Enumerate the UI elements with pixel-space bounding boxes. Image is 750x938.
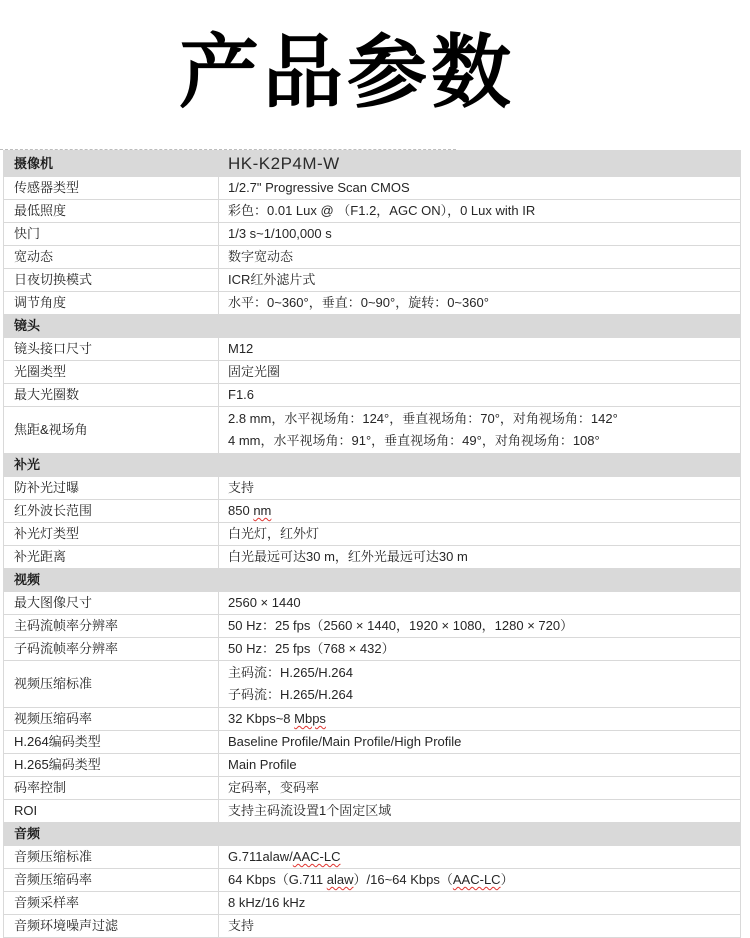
spec-value-line [228, 847, 732, 867]
value-text: 白光灯，红外灯 [228, 526, 320, 541]
spec-label: 子码流帧率分辨率 [4, 638, 219, 661]
spec-label: 音频环境噪声过滤 [4, 915, 219, 938]
spec-value [219, 892, 741, 915]
spec-label: 码率控制 [4, 777, 219, 800]
spec-value-line [228, 224, 732, 244]
spec-table [3, 150, 741, 938]
spec-label: 镜头接口尺寸 [4, 338, 219, 361]
spec-value-line [228, 385, 732, 405]
spec-value [219, 846, 741, 869]
table-row [4, 500, 741, 523]
spec-value-line [228, 639, 732, 659]
misspelled-text: Mbps [294, 711, 326, 726]
spec-label: 传感器类型 [4, 177, 219, 200]
table-row [4, 915, 741, 938]
section-header-row [4, 823, 741, 846]
spec-label: 主码流帧率分辨率 [4, 615, 219, 638]
table-row [4, 708, 741, 731]
value-text: 32 Kbps~8 [228, 711, 295, 726]
spec-value [219, 269, 741, 292]
spec-value-line [228, 755, 732, 775]
spec-value [219, 592, 741, 615]
value-text: 8 kHz/16 kHz [228, 895, 306, 910]
table-row [4, 731, 741, 754]
spec-value [219, 915, 741, 938]
spec-label: 音频压缩码率 [4, 869, 219, 892]
table-row [4, 523, 741, 546]
spec-value [219, 708, 741, 731]
value-text: ICR红外滤片式 [228, 272, 316, 287]
spec-value-line [228, 732, 732, 752]
table-row [4, 361, 741, 384]
value-text: 1/3 s~1/100,000 s [228, 226, 332, 241]
spec-label: 防补光过曝 [4, 477, 219, 500]
spec-label: 补光距离 [4, 546, 219, 569]
spec-value [219, 754, 741, 777]
value-text: M12 [228, 341, 254, 356]
spec-value-line [228, 662, 732, 684]
spec-value [219, 177, 741, 200]
spec-value [219, 407, 741, 454]
spec-value [219, 500, 741, 523]
spec-value [219, 546, 741, 569]
model-number: HK-K2P4M-W [219, 151, 741, 177]
value-text: 4 mm，水平视场角：91°，垂直视场角：49°，对角视场角：108° [228, 433, 600, 448]
spec-value [219, 338, 741, 361]
spec-label: H.265编码类型 [4, 754, 219, 777]
table-row [4, 615, 741, 638]
section-header-label: 补光 [4, 454, 741, 477]
value-text: Baseline Profile/Main Profile/High Profile [228, 734, 462, 749]
section-header-label: 视频 [4, 569, 741, 592]
section-header-row [4, 315, 741, 338]
table-row [4, 407, 741, 454]
value-text: 数字宽动态 [228, 249, 294, 264]
spec-label: H.264编码类型 [4, 731, 219, 754]
misspelled-text: AAC-LC [292, 849, 341, 864]
spec-value-line [228, 801, 732, 821]
spec-value [219, 200, 741, 223]
spec-label: 光圈类型 [4, 361, 219, 384]
value-text: 支持 [228, 918, 255, 933]
spec-label: 调节角度 [4, 292, 219, 315]
spec-value [219, 731, 741, 754]
table-row [4, 269, 741, 292]
table-row [4, 177, 741, 200]
value-text: ） [500, 872, 514, 887]
spec-label: 音频采样率 [4, 892, 219, 915]
spec-value-line [228, 684, 732, 706]
misspelled-text: AAC-LC [452, 872, 501, 887]
spec-label: 宽动态 [4, 246, 219, 269]
table-row [4, 223, 741, 246]
value-text: 支持 [228, 480, 255, 495]
spec-label: 音频压缩标准 [4, 846, 219, 869]
spec-label: 最大图像尺寸 [4, 592, 219, 615]
value-text: 子码流：H.265/H.264 [228, 687, 353, 702]
spec-value-line [228, 501, 732, 521]
spec-label: 视频压缩标准 [4, 661, 219, 708]
spec-value [219, 615, 741, 638]
table-row [4, 638, 741, 661]
spec-value-line [228, 430, 732, 452]
misspelled-text: nm [253, 503, 272, 518]
spec-value-line [228, 201, 732, 221]
table-row [4, 800, 741, 823]
spec-value-line [228, 362, 732, 382]
value-text: 2.8 mm，水平视场角：124°，垂直视场角：70°，对角视场角：142° [228, 411, 618, 426]
value-text: ）/16~64 Kbps（ [353, 872, 453, 887]
value-text: 850 [228, 503, 254, 518]
model-header-label: 摄像机 [4, 151, 219, 177]
spec-label: 红外波长范围 [4, 500, 219, 523]
spec-value [219, 661, 741, 708]
value-text: 彩色：0.01 Lux @ （F1.2，AGC ON），0 Lux with IR [228, 203, 536, 218]
value-text: 50 Hz：25 fps（2560 × 1440，1920 × 1080，1280 × 720） [228, 618, 574, 633]
spec-label: 日夜切换模式 [4, 269, 219, 292]
spec-value [219, 384, 741, 407]
value-text: F1.6 [228, 387, 255, 402]
spec-value [219, 800, 741, 823]
section-header-label: 镜头 [4, 315, 741, 338]
value-text: 主码流：H.265/H.264 [228, 665, 353, 680]
table-top-dashed-line [0, 149, 456, 150]
spec-value-line [228, 408, 732, 430]
spec-value [219, 523, 741, 546]
value-text: 白光最远可达30 m，红外光最远可达30 m [228, 549, 468, 564]
spec-value-line [228, 916, 732, 936]
spec-table-body [4, 151, 741, 938]
spec-value-line [228, 616, 732, 636]
spec-value-line [228, 524, 732, 544]
value-text: 定码率，变码率 [228, 780, 320, 795]
value-text: G.711alaw/ [228, 849, 293, 864]
section-header-row [4, 454, 741, 477]
value-text: 2560 × 1440 [228, 595, 301, 610]
table-row [4, 661, 741, 708]
spec-value [219, 777, 741, 800]
spec-value-line [228, 709, 732, 729]
value-text: 1/2.7" Progressive Scan CMOS [228, 180, 410, 195]
spec-value [219, 869, 741, 892]
spec-value [219, 223, 741, 246]
spec-value-line [228, 893, 732, 913]
value-text: 支持主码流设置1个固定区域 [228, 803, 392, 818]
spec-label: 快门 [4, 223, 219, 246]
spec-label: 最低照度 [4, 200, 219, 223]
spec-value [219, 292, 741, 315]
misspelled-text: alaw [326, 872, 354, 887]
spec-label: ROI [4, 800, 219, 823]
spec-label: 最大光圈数 [4, 384, 219, 407]
spec-label: 补光灯类型 [4, 523, 219, 546]
table-row [4, 292, 741, 315]
table-row [4, 592, 741, 615]
table-row [4, 846, 741, 869]
value-text: 64 Kbps（G.711 [228, 872, 327, 887]
table-row [4, 477, 741, 500]
table-row [4, 200, 741, 223]
spec-value-line [228, 270, 732, 290]
page-title: 产品参数 [179, 28, 515, 117]
table-row [4, 754, 741, 777]
spec-value-line [228, 339, 732, 359]
spec-label: 视频压缩码率 [4, 708, 219, 731]
value-text: 50 Hz：25 fps（768 × 432） [228, 641, 395, 656]
table-row [4, 546, 741, 569]
table-row [4, 338, 741, 361]
value-text: 固定光圈 [228, 364, 281, 379]
spec-value-line [228, 870, 732, 890]
spec-label: 焦距&视场角 [4, 407, 219, 454]
spec-value-line [228, 593, 732, 613]
table-row [4, 869, 741, 892]
spec-value [219, 246, 741, 269]
table-row [4, 777, 741, 800]
spec-value [219, 361, 741, 384]
value-text: Main Profile [228, 757, 297, 772]
table-row [4, 246, 741, 269]
spec-value [219, 477, 741, 500]
spec-value-line [228, 478, 732, 498]
model-header-row [4, 151, 741, 177]
table-row [4, 892, 741, 915]
spec-value-line [228, 178, 732, 198]
table-row [4, 384, 741, 407]
spec-value [219, 638, 741, 661]
section-header-row [4, 569, 741, 592]
spec-value-line [228, 293, 732, 313]
spec-value-line [228, 778, 732, 798]
spec-value-line [228, 547, 732, 567]
section-header-label: 音频 [4, 823, 741, 846]
title-area [0, 0, 750, 150]
spec-value-line [228, 247, 732, 267]
value-text: 水平：0~360°，垂直：0~90°，旋转：0~360° [228, 295, 489, 310]
